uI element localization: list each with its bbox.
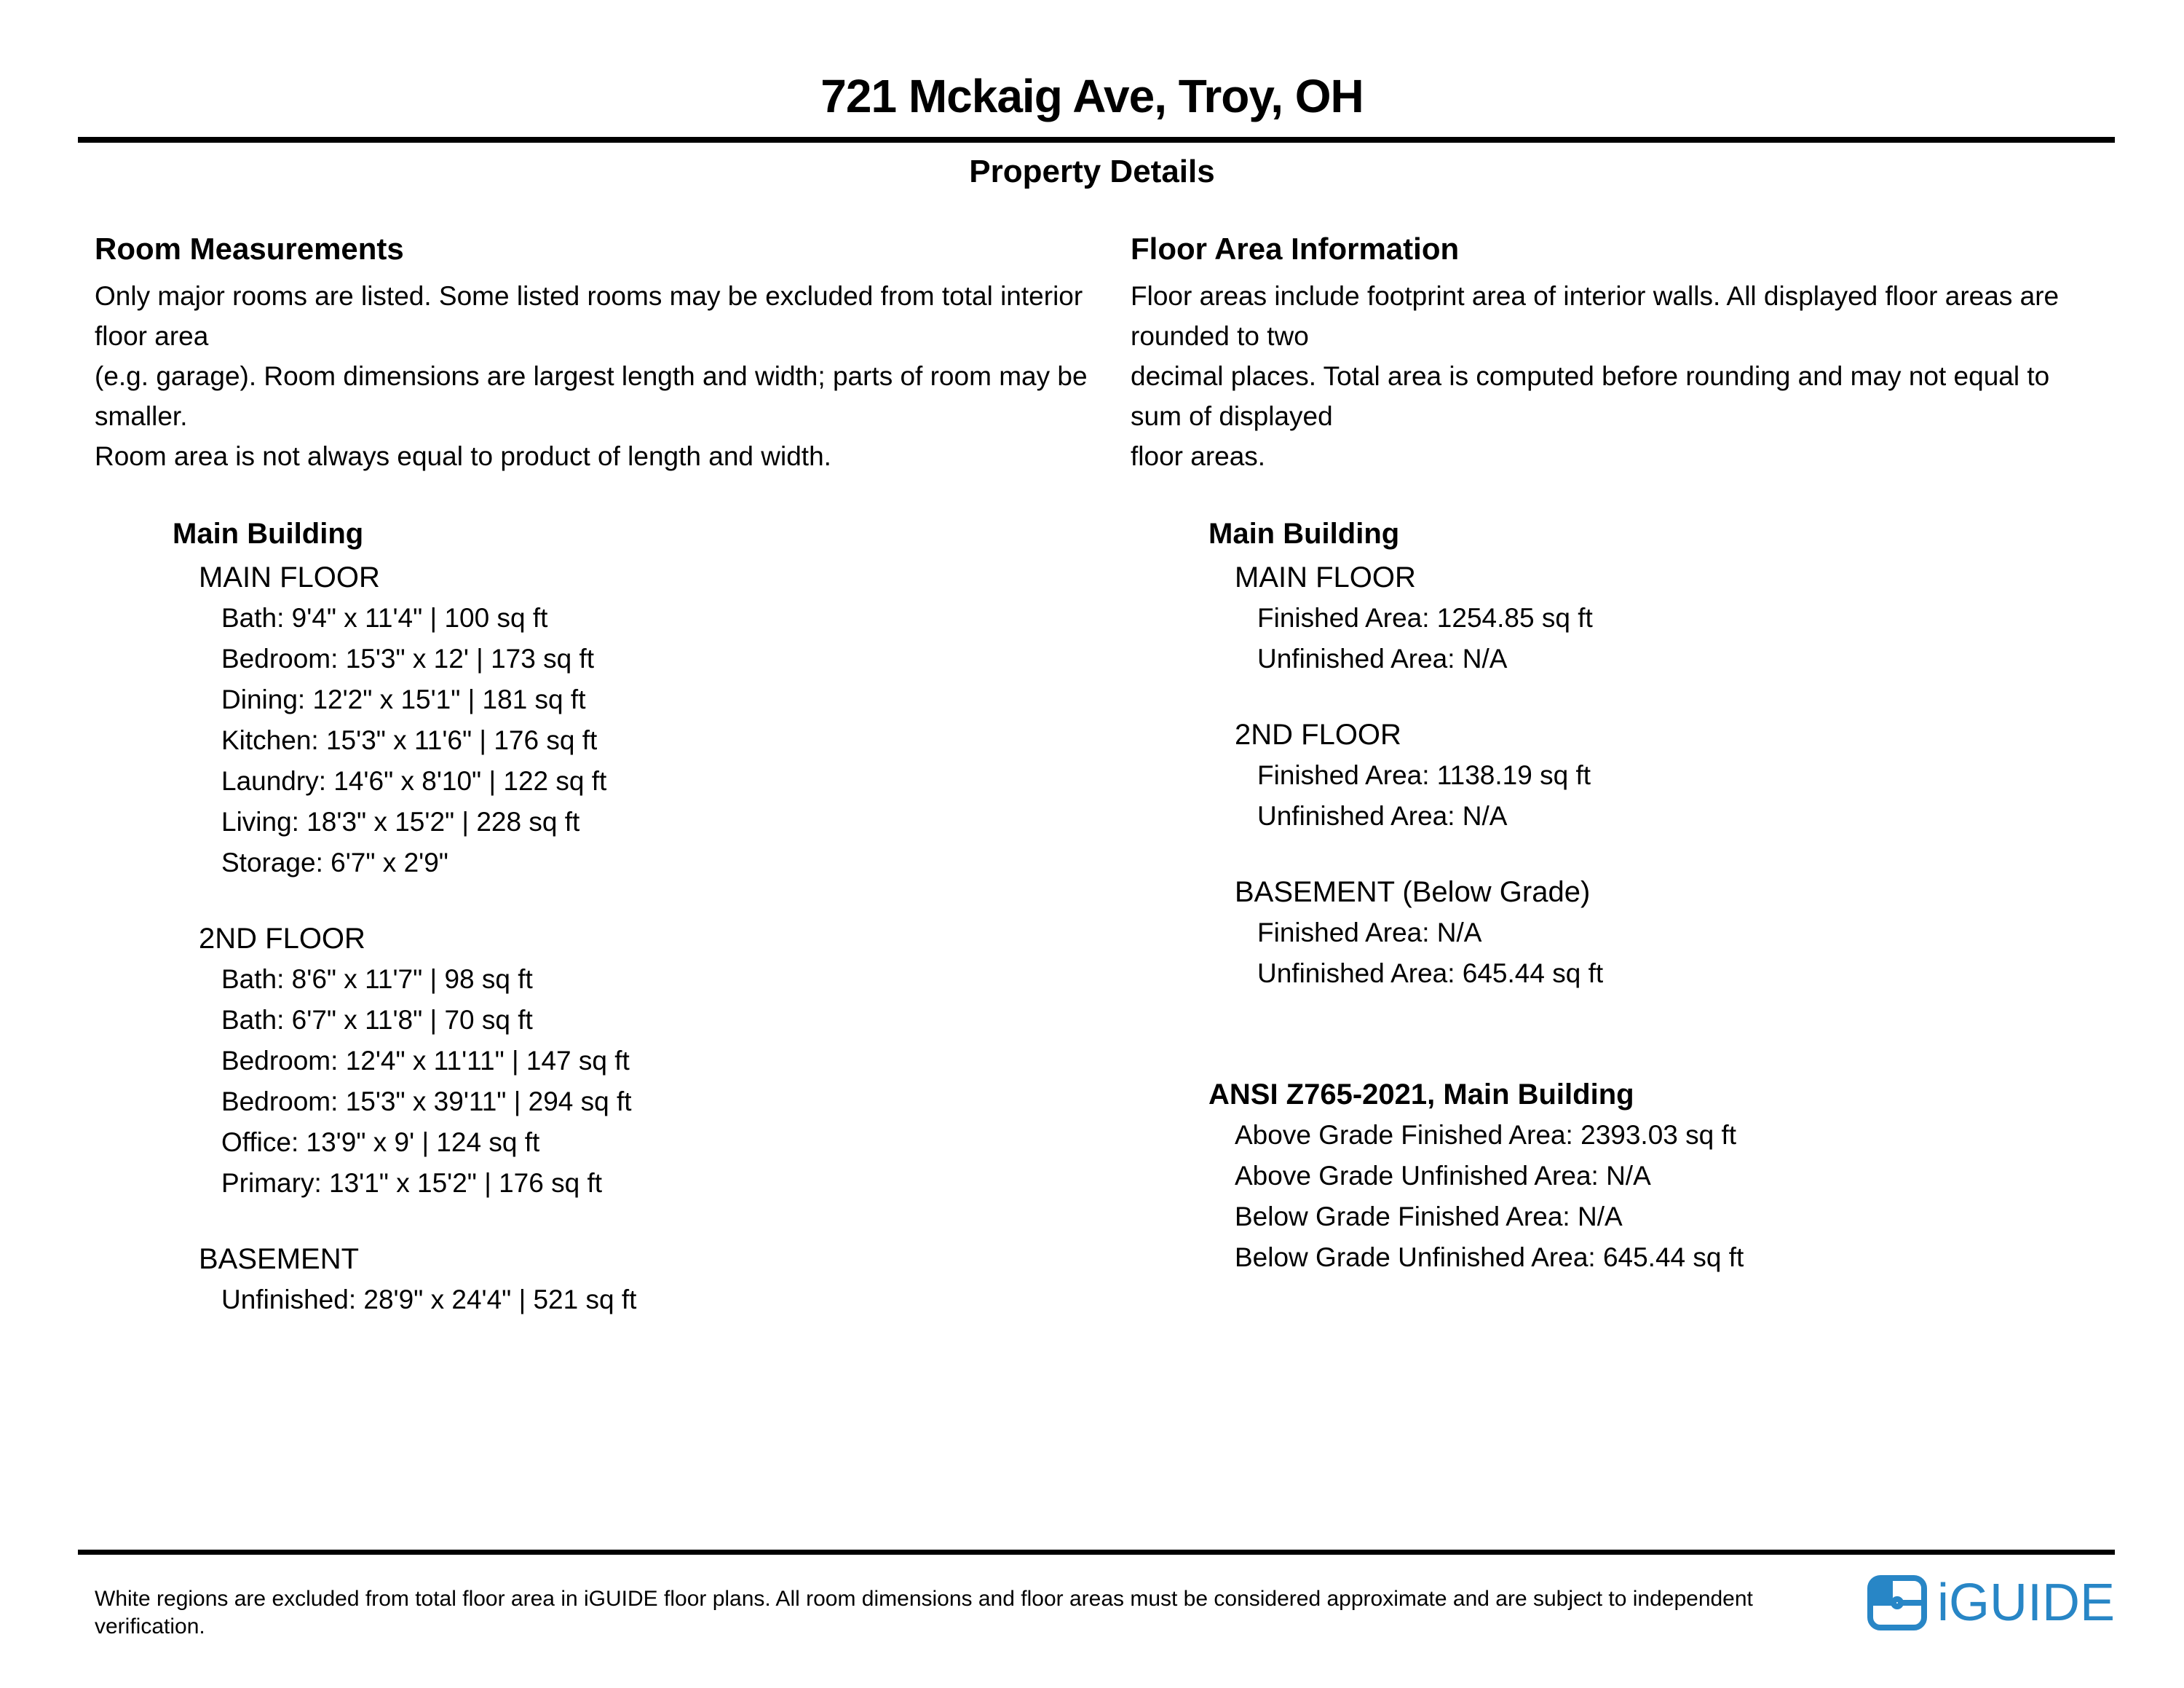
ansi-section (1131, 1074, 2104, 1278)
room-measurements-heading: Room Measurements (95, 232, 404, 266)
description-line: decimal places. Total area is computed before rounding and may not equal to sum of displayed (1131, 361, 2050, 431)
room-line: Office: 13'9" x 9' | 124 sq ft (221, 1127, 540, 1157)
floor-area-information-section (1131, 231, 2133, 1278)
ansi-line: Below Grade Finished Area: N/A (1235, 1202, 1623, 1231)
room-measurements-main-building (95, 516, 1101, 1320)
footer-disclaimer: White regions are excluded from total floor area in iGUIDE floor plans. All room dimensions and floor areas must be considered approximate and are subject to independent verification. (95, 1587, 1753, 1638)
room-line: Storage: 6'7" x 2'9" (221, 848, 448, 877)
area-group-main-floor (1131, 557, 2104, 679)
room-line: Dining: 12'2" x 15'1" | 181 sq ft (221, 685, 586, 714)
area-line: Unfinished Area: N/A (1257, 644, 1508, 674)
description-line: Floor areas include footprint area of interior walls. All displayed floor areas are rounded to two (1131, 281, 2060, 351)
description-line: floor areas. (1131, 441, 1266, 471)
content-columns (95, 231, 2133, 1320)
iguide-logo (1867, 1575, 2115, 1630)
ansi-line: Above Grade Unfinished Area: N/A (1235, 1161, 1651, 1191)
room-line: Bath: 6'7" x 11'8" | 70 sq ft (221, 1005, 533, 1035)
building-name: Main Building (1208, 518, 1400, 550)
ansi-heading: ANSI Z765-2021, Main Building (1208, 1078, 1634, 1111)
floor-name: BASEMENT (199, 1243, 360, 1275)
area-list (1257, 598, 2104, 679)
floor-area-main-building (1131, 516, 2104, 1278)
room-list (221, 959, 1101, 1204)
ansi-line: Below Grade Unfinished Area: 645.44 sq ft (1235, 1242, 1744, 1272)
ansi-line: Above Grade Finished Area: 2393.03 sq ft (1235, 1120, 1737, 1150)
room-line: Laundry: 14'6" x 8'10" | 122 sq ft (221, 766, 607, 796)
room-line: Bedroom: 15'3" x 12' | 173 sq ft (221, 644, 595, 674)
iguide-logo-text: iGUIDE (1936, 1574, 2115, 1632)
area-line: Finished Area: 1138.19 sq ft (1257, 760, 1591, 790)
room-line: Primary: 13'1" x 15'2" | 176 sq ft (221, 1168, 603, 1198)
ansi-list (1235, 1115, 2104, 1278)
floor-name: BASEMENT (Below Grade) (1235, 876, 1591, 908)
room-line: Bedroom: 15'3" x 39'11" | 294 sq ft (221, 1086, 632, 1116)
floor-group-2nd-floor (95, 918, 1101, 1204)
area-group-basement (1131, 872, 2104, 994)
area-line: Finished Area: N/A (1257, 918, 1482, 947)
floor-group-main-floor (95, 557, 1101, 883)
page-header (0, 70, 2184, 191)
page-title: 721 Mckaig Ave, Troy, OH (820, 70, 1364, 122)
description-line: (e.g. garage). Room dimensions are largest length and width; parts of room may be smaller. (95, 361, 1088, 431)
area-line: Unfinished Area: 645.44 sq ft (1257, 958, 1604, 988)
room-line: Unfinished: 28'9" x 24'4" | 521 sq ft (221, 1285, 637, 1314)
floor-name: 2ND FLOOR (199, 923, 365, 955)
room-line: Bath: 9'4" x 11'4" | 100 sq ft (221, 603, 548, 633)
footer-divider (78, 1550, 2115, 1555)
page-footer (0, 1550, 2184, 1688)
floor-name: MAIN FLOOR (1235, 561, 1416, 593)
room-line: Bath: 8'6" x 11'7" | 98 sq ft (221, 964, 533, 994)
area-group-2nd-floor (1131, 714, 2104, 837)
room-measurements-description (95, 276, 1101, 476)
area-line: Unfinished Area: N/A (1257, 801, 1508, 831)
description-line: Room area is not always equal to product of length and width. (95, 441, 831, 471)
room-list (221, 1279, 1101, 1320)
area-list (1257, 912, 2104, 994)
building-name: Main Building (173, 518, 364, 550)
area-line: Finished Area: 1254.85 sq ft (1257, 603, 1593, 633)
room-measurements-section (95, 231, 1131, 1320)
area-list (1257, 755, 2104, 837)
iguide-camera-icon (1867, 1575, 1927, 1630)
room-line: Kitchen: 15'3" x 11'6" | 176 sq ft (221, 725, 598, 755)
room-line: Bedroom: 12'4" x 11'11" | 147 sq ft (221, 1046, 630, 1076)
description-line: Only major rooms are listed. Some listed rooms may be excluded from total interior floor area (95, 281, 1083, 351)
room-line: Living: 18'3" x 15'2" | 228 sq ft (221, 807, 580, 837)
room-list (221, 598, 1101, 883)
floor-area-description (1131, 276, 2104, 476)
page-subtitle: Property Details (969, 154, 1215, 189)
floor-area-heading: Floor Area Information (1131, 232, 1460, 266)
floor-name: 2ND FLOOR (1235, 719, 1401, 751)
floor-group-basement (95, 1239, 1101, 1320)
title-divider (78, 137, 2115, 143)
floor-name: MAIN FLOOR (199, 561, 380, 593)
